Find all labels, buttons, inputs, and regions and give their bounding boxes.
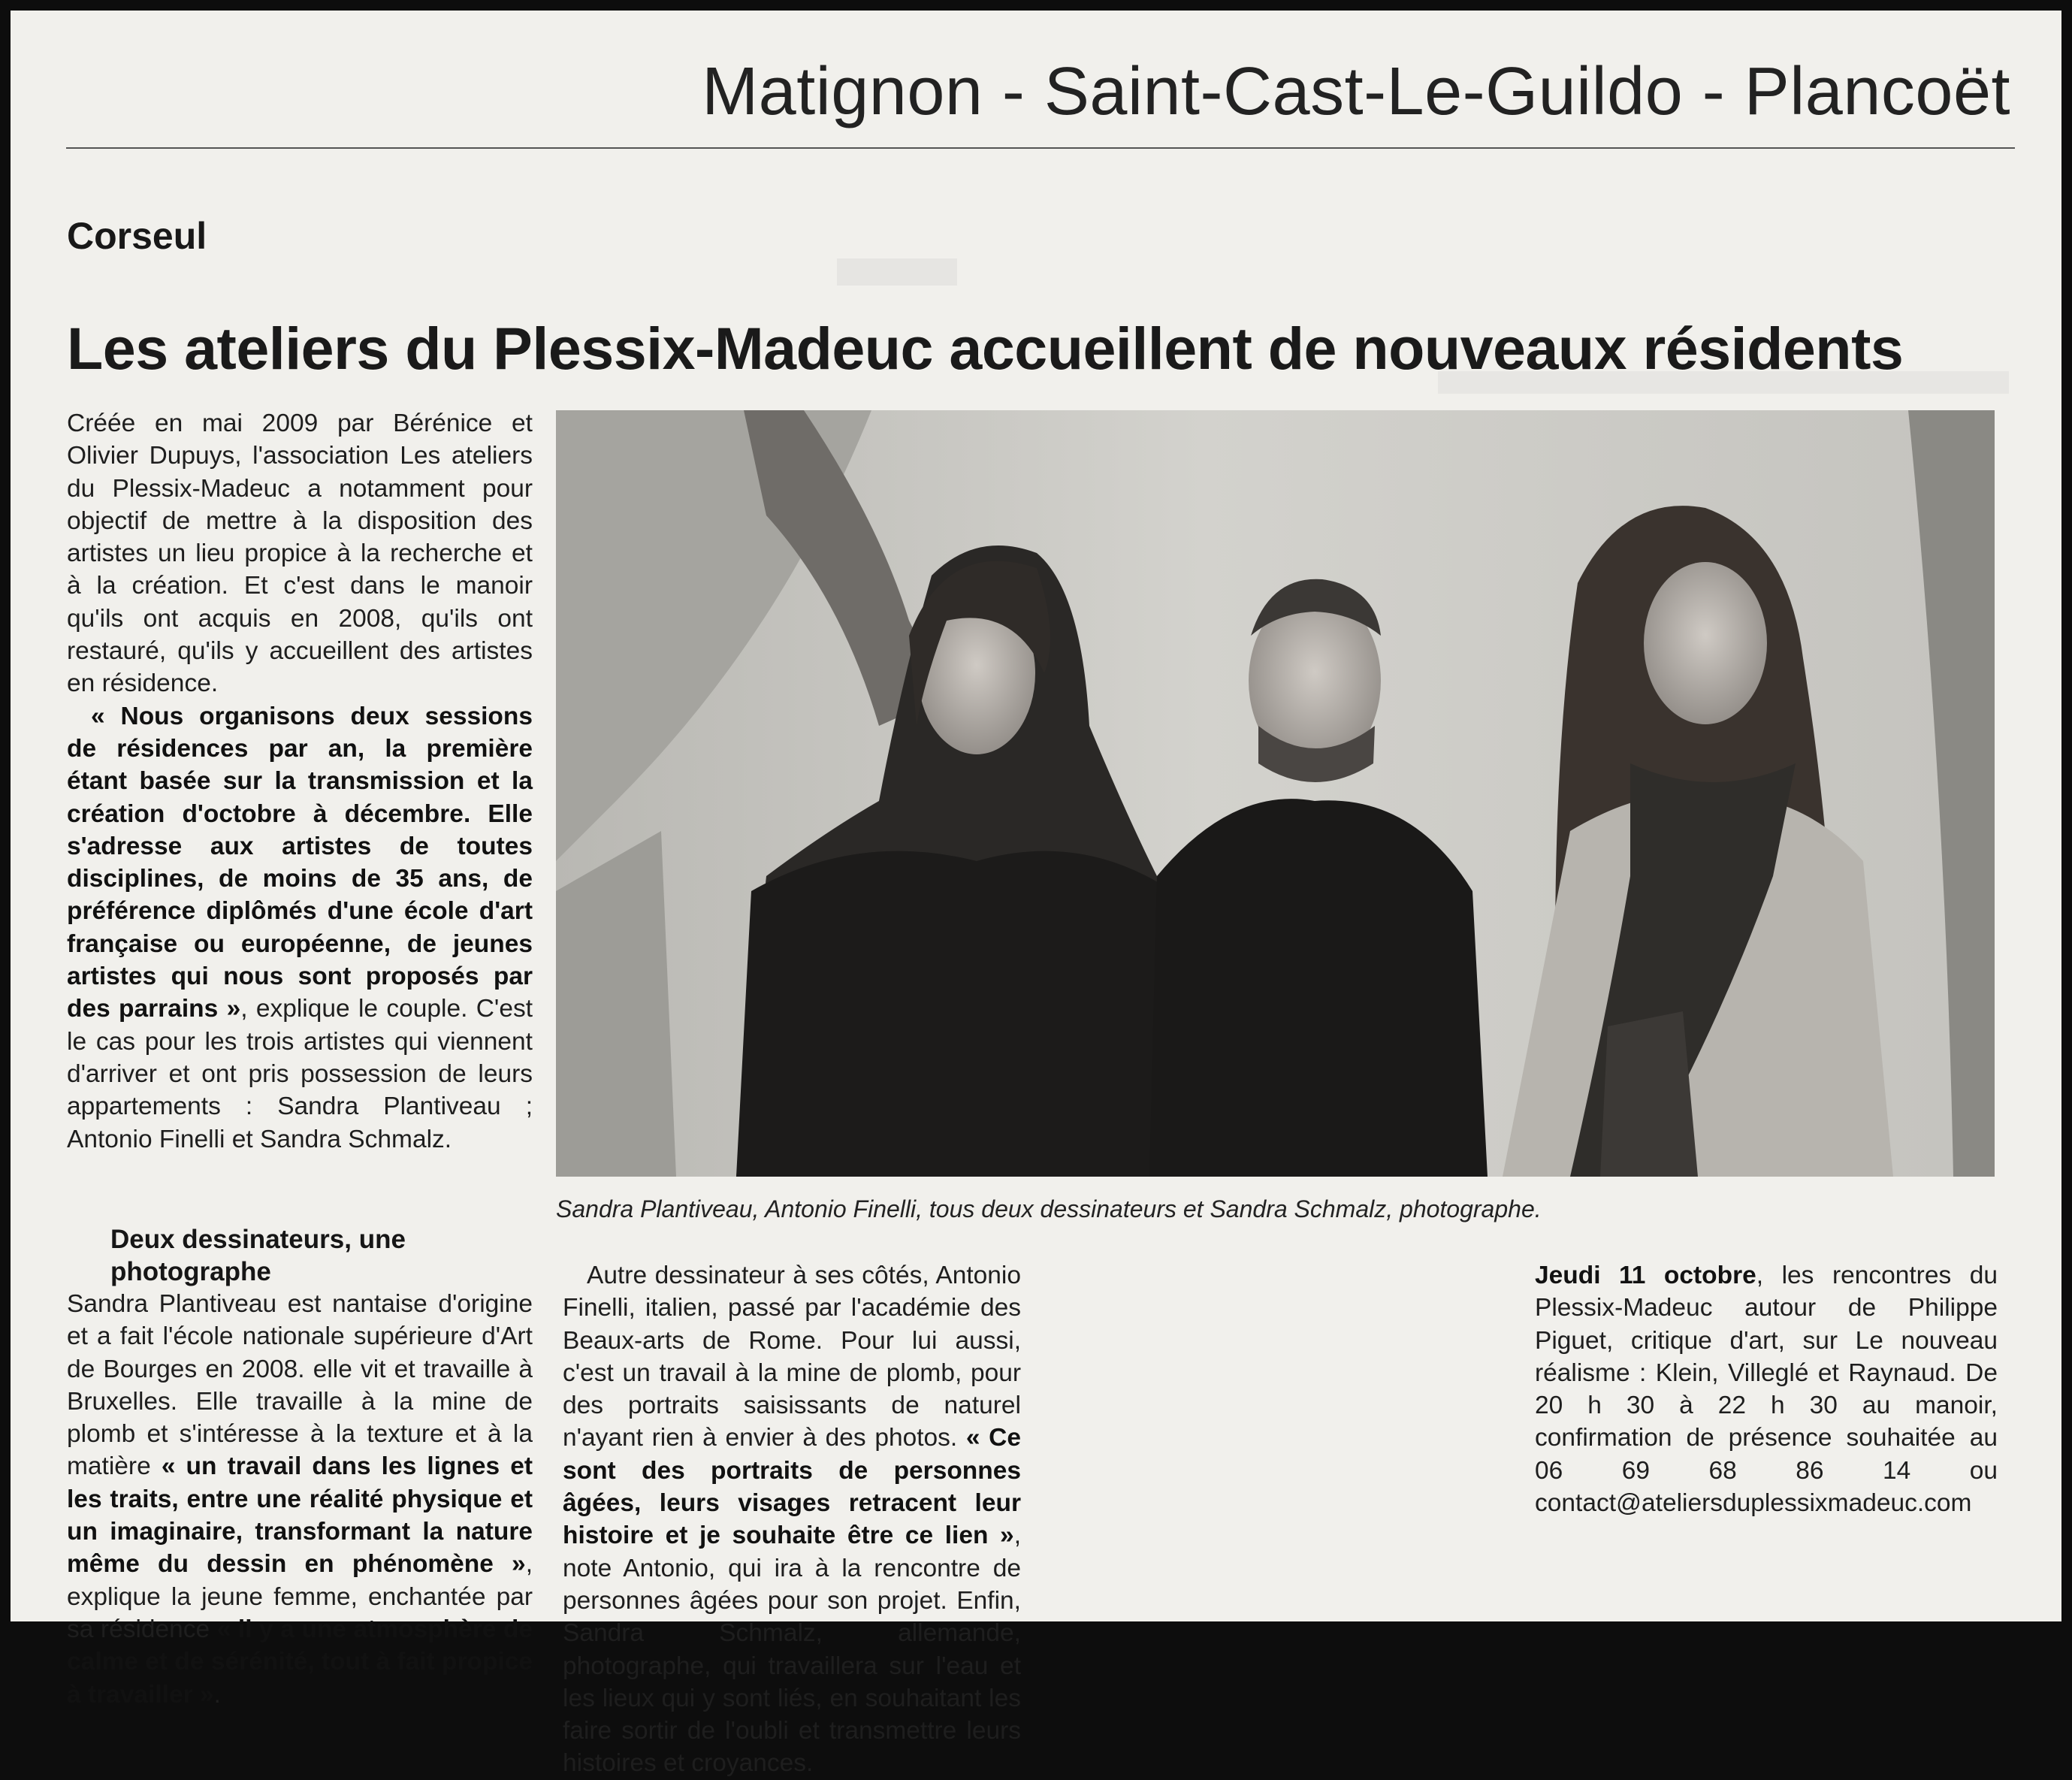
quote-paragraph	[67, 700, 533, 1156]
bleed-through-mark	[837, 258, 957, 286]
sandra-paragraph	[67, 1288, 533, 1711]
p3-text-b: , note Antonio, qui ira à la rencontre de personnes âgées pour son projet. Enfin, Sandra Schmalz, allemande, photographe, qui travaillera sur l'eau et les lieux qui y sont liés, en souhaitant les faire sortir de l'oubli et transmettre leurs histoires et croyances.	[563, 1522, 1021, 1778]
headline: Les ateliers du Plessix-Madeuc accueillent de nouveaux résidents	[67, 315, 1904, 382]
p2-bold-b: « il y a une atmosphère de calme et de sérénité, tout à fait propice à travailler »	[67, 1615, 533, 1709]
article-column-2	[563, 1259, 1021, 1780]
antonio-paragraph	[563, 1259, 1021, 1780]
event-date: Jeudi 11 octobre	[1535, 1262, 1756, 1289]
article-photo	[556, 410, 1995, 1177]
event-paragraph	[1535, 1259, 1998, 1519]
quote-bold: « Nous organisons deux sessions de résidences par an, la première étant basée sur la transmission et la création d'octobre à décembre. Elle s'adresse aux artistes de toutes disciplines, de moins de 35 ans, de préférence diplômés d'une école d'art française ou européenne, de jeunes artistes qui nous sont proposés par des parrains »	[67, 702, 533, 1023]
p2-bold-a: « un travail dans les lignes et les traits, entre une réalité physique et un imaginaire, transformant la nature même du dessin en phénomène »	[67, 1452, 533, 1579]
article-column-4	[1535, 1259, 1998, 1519]
subhead: Deux dessinateurs, une photographe	[110, 1225, 406, 1286]
locality-label: Corseul	[67, 215, 207, 257]
p2-text-b: , explique la jeune femme, enchantée par sa résidence	[67, 1550, 533, 1643]
p2-text-c: .	[213, 1680, 221, 1709]
event-text: , les rencontres du Plessix-Madeuc autour de Philippe Piguet, critique d'art, sur Le nouveau réalisme : Klein, Villeglé et Raynaud. De 20 h 30 à 22 h 30 au manoir, confirmation de présence souhaitée au 06 69 68 86 14 ou contact@ateliersduplessixmadeuc.com	[1535, 1262, 1998, 1518]
photo-illustration	[556, 410, 1995, 1177]
quote-tail: , explique le couple. C'est le cas pour les trois artistes qui viennent d'arriver et ont pris possession de leurs appartements : Sandra Plantiveau ; Antonio Finelli et Sandra Schmalz.	[67, 995, 533, 1153]
article-column-1	[67, 407, 533, 1156]
photo-caption: Sandra Plantiveau, Antonio Finelli, tous deux dessinateurs et Sandra Schmalz, photographe.	[556, 1195, 1542, 1222]
header-rule	[66, 147, 2015, 149]
intro-paragraph: Créée en mai 2009 par Bérénice et Olivier Dupuys, l'association Les ateliers du Plessix-Madeuc a notamment pour objectif de mettre à la disposition des artistes un lieu propice à la recherche et à la création. Et c'est dans le manoir qu'ils ont acquis en 2008, qu'ils ont restauré, qu'ils y accueillent des artistes en résidence.	[67, 409, 533, 698]
p2-text-a: Sandra Plantiveau est nantaise d'origine et a fait l'école nationale supérieure d'Art de Bourges en 2008. elle vit et travaille à Bruxelles. Elle travaille à la mine de plomb et s'intéresse à la texture et à la matière	[67, 1290, 533, 1481]
article-column-1-bottom	[67, 1205, 533, 1711]
section-title: Matignon - Saint-Cast-Le-Guildo - Plancoët	[702, 54, 2010, 129]
p3-text-a: Autre dessinateur à ses côtés, Antonio Finelli, italien, passé par l'académie des Beaux-arts de Rome. Pour lui aussi, c'est un travail à la mine de plomb, pour des portraits saisissants de naturel n'ayant rien à envier à des photos.	[563, 1262, 1021, 1452]
newspaper-page	[11, 11, 2061, 1778]
p3-bold: « Ce sont des portraits de personnes âgées, leurs visages retracent leur histoire et je souhaite être ce lien »	[563, 1424, 1021, 1550]
